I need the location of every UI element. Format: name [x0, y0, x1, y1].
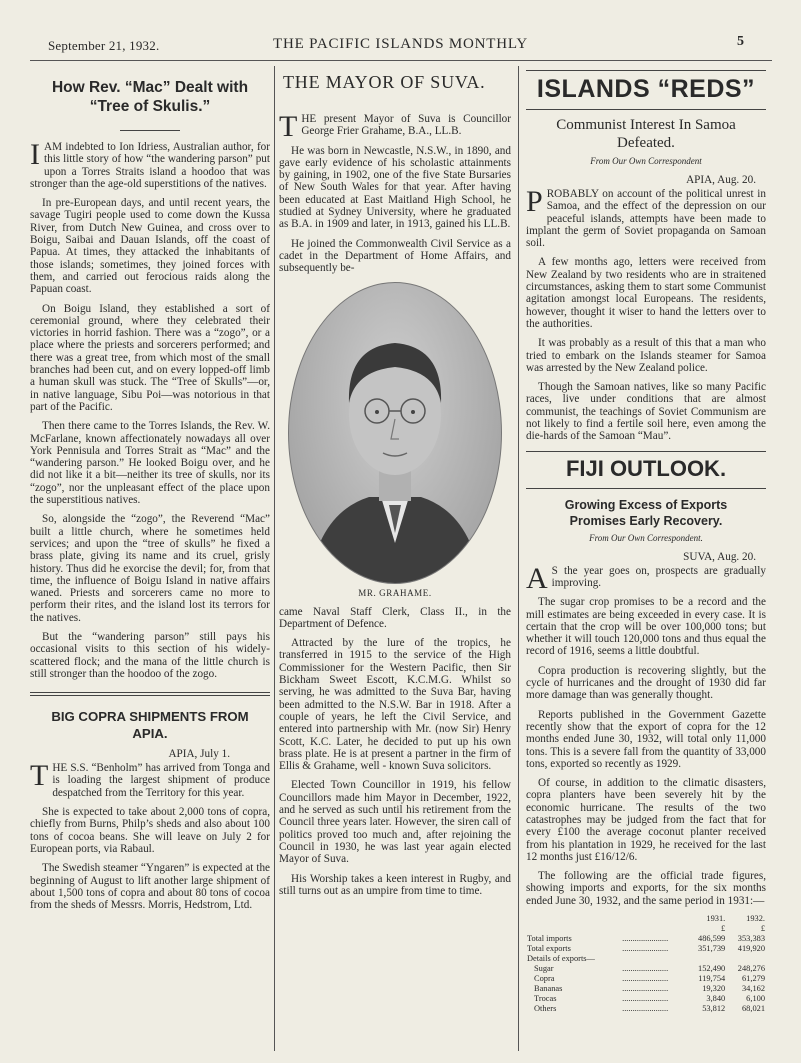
table-header-row	[526, 914, 766, 924]
paragraph: A few months ago, letters were received from New Zealand by two residents who are in straitened circumstances, asking them to start some Communist agitation amongst local Europeans. The residents, however, thought it wiser to hand the letters over to the authorities.	[526, 256, 766, 330]
value-1932: 419,920	[737, 944, 765, 954]
paragraph: So, alongside the “zogo”, the Reverend “Mac” built a little church, where he sometimes held services; and upon the “tree of skulls” he fixed a brass plate, giving its name and its cruel, grisly history. Thus did he exorcise the devil; for, from that time, the influence of Boigu Island in native affairs waned. Priests and sorcerers came no more to perform their rites, and the island lost its terrors for the natives.	[30, 513, 270, 624]
row-dots: ......................	[622, 994, 669, 1004]
dateline: SUVA, Aug. 20.	[683, 550, 756, 563]
column-left	[30, 66, 270, 1056]
paragraph-text: AM indebted to Ion Idriess, Australian author, for this little story of how “the wandering parson” put upon a Torres Straits island a hoodoo that was stronger than the age-old superstitions of the natives.	[30, 141, 270, 190]
drop-cap: T	[30, 759, 49, 793]
portrait-illustration	[289, 283, 501, 583]
value-1931	[686, 954, 726, 964]
column-unit: £	[760, 924, 765, 934]
paragraph: The following are the official trade figures, showing imports and exports, for the six months ended June 30, 1932, and the same period in 1931:—	[526, 870, 766, 907]
dateline: APIA, July 1.	[168, 748, 230, 761]
table-row	[526, 944, 766, 954]
row-label: Total exports	[527, 944, 571, 954]
value-1932: 248,276	[737, 964, 765, 974]
drop-cap: P	[526, 185, 543, 218]
divider	[120, 130, 180, 131]
paragraph	[526, 185, 766, 250]
paragraph: The sugar crop promises to be a record and the mill estimates are being exceeded in every case. It is certain that the crop will be over 100,000 tons; but whether it will touch 120,000 tons and thus equal the record of 1916, seems a little doubtful.	[526, 596, 766, 658]
title-line-2: APIA.	[132, 726, 168, 742]
value-1931: 486,599	[698, 934, 726, 944]
paragraph	[30, 138, 270, 190]
table-row	[526, 954, 766, 964]
row-label: Bananas	[534, 984, 563, 994]
article-title: ISLANDS “REDS”	[536, 75, 756, 103]
row-dots: ......................	[622, 944, 669, 954]
byline: From Our Own Correspondent	[590, 156, 702, 166]
row-dots	[621, 954, 686, 964]
drop-cap: I	[30, 138, 40, 171]
row-label: Trocas	[534, 994, 557, 1004]
paragraph: She is expected to take about 2,000 tons of copra, chiefly from Burns, Philp’s sheds and also about 100 tons of cocoa beans. She will leave on July 2 for European ports, via Rabaul.	[30, 806, 270, 855]
table-row	[526, 1004, 766, 1014]
value-1932: 353,383	[737, 934, 765, 944]
header-rule	[30, 60, 772, 61]
value-1932: 68,021	[741, 1004, 765, 1014]
drop-cap: A	[526, 561, 548, 595]
paragraph-text: S the year goes on, prospects are gradually improving.	[551, 564, 766, 589]
table-row	[526, 964, 766, 974]
row-dots: ......................	[622, 974, 669, 984]
article-title: FIJI OUTLOOK.	[565, 455, 727, 481]
divider	[30, 692, 270, 696]
title-line-1: BIG COPRA SHIPMENTS FROM	[51, 709, 249, 725]
table-row	[526, 994, 766, 1004]
paragraph: In pre-European days, and until recent years, the savage Tugiri people used to come down the Kussa River, from Dutch New Guinea, and cross over to Boigu, Saibai and Dauan Islands, off the coast of Papua. At times, they attacked the inhabitants of those islands; sometimes, they joined forces with them, and carried out ferocious raids along the Papuan coast.	[30, 197, 270, 296]
article-title	[30, 708, 270, 742]
row-dots: ......................	[622, 984, 669, 994]
row-dots: ......................	[622, 1004, 669, 1014]
issue-date: September 21, 1932.	[48, 38, 160, 53]
paragraph	[279, 110, 511, 143]
drop-cap: T	[279, 110, 298, 143]
row-label: Others	[534, 1004, 557, 1014]
paragraph: Reports published in the Government Gazette recently show that the export of copra for the 12 months ended June 30, 1932, will total only 11,000 tons. This is a severe fall from the quantity of 33,000 tons, exported so recently as 1929.	[526, 708, 766, 770]
paragraph-text: HE S.S. “Benholm” has arrived from Tonga and is loading the largest shipment of produce despatched from the Territory for this year.	[52, 762, 270, 799]
column-year: 1931.	[706, 914, 726, 924]
paragraph: Though the Samoan natives, like so many Pacific races, live under conditions that are almost communist, the teachings of Soviet Communism are not likely to find a fertile soil here, even among the die-hards of the Samoan “Mau”.	[526, 381, 766, 443]
paragraph: It was probably as a result of this that a man who tried to embark on the Islands steamer for Samoa was arrested by the New Zealand police.	[526, 337, 766, 374]
paragraph: Copra production is recovering slightly, but the cycle of hurricanes and the drought of 1930 did far more damage than was generally thought.	[526, 664, 766, 702]
table-row	[526, 934, 766, 944]
paragraph: He joined the Commonwealth Civil Service as a cadet in the Department of Home Affairs, and subsequently be-	[279, 237, 511, 275]
row-label: Copra	[534, 974, 555, 984]
row-label: Sugar	[534, 964, 554, 974]
value-1931: 53,812	[702, 1004, 726, 1014]
column-year: 1932.	[746, 914, 765, 924]
column-unit: £	[721, 924, 726, 934]
paragraph	[526, 561, 766, 595]
table-units-row	[526, 924, 766, 934]
paragraph: But the “wandering parson” still pays his occasional visits to this section of his widely-scattered flock; and the mana of the little church is still stronger than the hoodoo of the zogo.	[30, 630, 270, 680]
column-middle	[279, 66, 511, 1056]
dateline: APIA, Aug. 20.	[686, 174, 756, 186]
value-1931: 119,754	[698, 974, 726, 984]
row-label: Details of exports—	[527, 954, 595, 964]
paragraph: Of course, in addition to the climatic disasters, copra planters have been severely hit by the economic hurricane. The results of the two catastrophes may be judged from the fact that for every £100 the average coconut planter received from his plantation in 1929, he received for the last 12 months just £16/12/6.	[526, 777, 766, 863]
paragraph	[30, 759, 270, 799]
table-row	[526, 974, 766, 984]
column-right	[526, 66, 766, 1056]
byline: From Our Own Correspondent.	[589, 532, 703, 543]
title-line-1: How Rev. “Mac” Dealt with	[51, 79, 249, 96]
masthead: THE PACIFIC ISLANDS MONTHLY	[273, 36, 528, 52]
photo-caption: MR. GRAHAME.	[358, 587, 432, 598]
article-subtitle: Growing Excess of Exports Promises Early Recovery.	[564, 497, 728, 528]
title-line-2: “Tree of Skulis.”	[89, 98, 211, 115]
article-heading-box	[526, 451, 766, 489]
row-label: Total imports	[527, 934, 572, 944]
column-rule-1	[274, 66, 275, 1051]
table-row	[526, 984, 766, 994]
paragraph: On Boigu Island, they established a sort of ceremonial ground, where they celebrated their victories in horrid fashion. There was a “zogo”, or a place where the priests and sorcerers performed; and there was a great tree, from which most of the small branches had been cut, and on every lopped-off limb a human skull was stuck. The “Tree of Skulls”—or, in native language, Sibu Poi—was notorious in that part of the Pacific.	[30, 302, 270, 413]
article-subtitle: Communist Interest In Samoa Defeated.	[556, 117, 736, 151]
value-1931: 152,490	[698, 964, 726, 974]
paragraph: came Naval Staff Clerk, Class II., in the Department of Defence.	[279, 605, 511, 630]
paragraph: Elected Town Councillor in 1919, his fellow Councillors made him Mayor in December, 1922, and he served as such until his retirement from the Council three years later. However, the siren call of politics proved too much and, after rejoining the Council in 1930, he was last year again elected Mayor of Suva.	[279, 779, 511, 866]
article-heading-box	[526, 70, 766, 110]
value-1931: 3,840	[706, 994, 726, 1004]
portrait-photo	[288, 282, 502, 584]
paragraph-text: ROBABLY on account of the political unrest in Samoa, and the effect of the depression on our peaceful islands, attempts have been made to implant the germ of Soviet propaganda on Samoan soil.	[526, 188, 766, 250]
article-title: THE MAYOR OF SUVA.	[283, 72, 486, 92]
page-header	[0, 34, 801, 56]
paragraph-text: HE present Mayor of Suva is Councillor George Frier Grahame, B.A., LL.B.	[301, 113, 511, 138]
value-1932: 6,100	[746, 994, 765, 1004]
value-1932	[726, 954, 766, 964]
page-number: 5	[737, 34, 744, 49]
value-1931: 19,320	[702, 984, 726, 994]
value-1932: 61,279	[741, 974, 765, 984]
paragraph: He was born in Newcastle, N.S.W., in 1890, and gave early evidence of his scholastic attainments by gaining, in 1902, one of the five State Bursaries of New South Wales for that year. After having been educated at East Maitland High School, he studied at Sydney University, where he graduated as B.A. in 1909 and later, in 1913, gained his LL.B.	[279, 144, 511, 231]
paragraph: Then there came to the Torres Islands, the Rev. W. McFarlane, known affectionately nowadays all over York Pennisula and Torres Strait as “Mac” and the “wandering parson.” He looked Boigu over, and he did not like it a bit—neither its tree of skulls, nor its “zogo”, nor the unpleasant effect of the place upon the superstitious natives.	[30, 420, 270, 507]
row-dots: ......................	[622, 964, 669, 974]
column-rule-2	[518, 66, 519, 1051]
value-1932: 34,162	[741, 984, 765, 994]
paragraph: The Swedish steamer “Yngaren” is expected at the beginning of August to lift another large shipment of about 1,500 tons of copra and about 80 tons of cocoa from the sheds of Messrs. Morris, Hedstrom, Ltd.	[30, 862, 270, 912]
paragraph: His Worship takes a keen interest in Rugby, and still turns out as an umpire from time to time.	[279, 872, 511, 897]
paragraph: Attracted by the lure of the tropics, he transferred in 1915 to the service of the High Commissioner for the Western Pacific, then Sir Bickham Sweet Escott, K.C.M.G. Whilst so serving, he was admitted to the Suva Bar, having been admitted to the N.S.W. Bar in 1918. After a couple of years, he left the Civil Service, and entered into partnership with Mr. (now Sir) Henry Scott, K.C. Later, he decided to put up his own brass plate. He is at present a partner in the firm of Ellis & Grahame, well - known Suva solicitors.	[279, 637, 511, 773]
trade-figures-table	[526, 914, 766, 1014]
value-1931: 351,739	[698, 944, 726, 954]
row-dots: ......................	[622, 934, 669, 944]
article-title	[30, 78, 270, 116]
